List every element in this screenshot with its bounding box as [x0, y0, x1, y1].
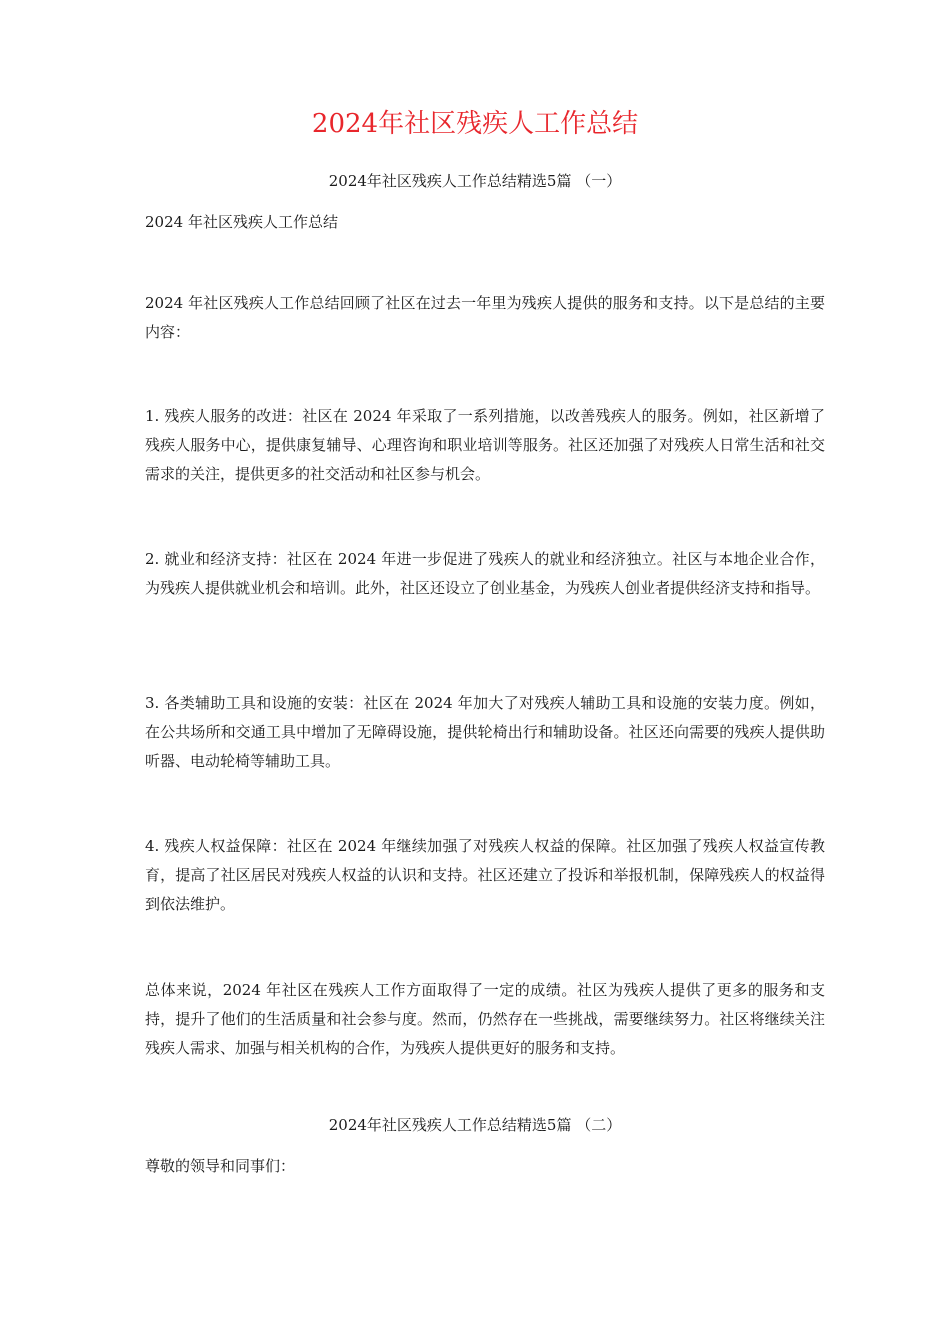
item-1-paragraph: 1. 残疾人服务的改进：社区在 2024 年采取了一系列措施，以改善残疾人的服务。例如，社区新增了残疾人服务中心，提供康复辅导、心理咨询和职业培训等服务。社区还加强了对残疾人日常生活和社交需求的关注，提供更多的社交活动和社区参与机会。: [145, 407, 825, 483]
item-3-paragraph: 3. 各类辅助工具和设施的安装：社区在 2024 年加大了对残疾人辅助工具和设施的安装力度。例如，在公共场所和交通工具中增加了无障碍设施，提供轮椅出行和辅助设备。社区还向需要的残疾人提供助听器、电动轮椅等辅助工具。: [145, 694, 825, 770]
document-title: 2024年社区残疾人工作总结: [311, 109, 639, 139]
section-one-heading: 2024年社区残疾人工作总结精选5篇 （一）: [328, 172, 622, 190]
item-4-paragraph: 4. 残疾人权益保障：社区在 2024 年继续加强了对残疾人权益的保障。社区加强了残疾人权益宣传教育，提高了社区居民对残疾人权益的认识和支持。社区还建立了投诉和举报机制，保障残疾人的权益得到依法维护。: [145, 837, 825, 913]
item-2-paragraph: 2. 就业和经济支持：社区在 2024 年进一步促进了残疾人的就业和经济独立。社区与本地企业合作，为残疾人提供就业机会和培训。此外，社区还设立了创业基金，为残疾人创业者提供经济支持和指导。: [145, 550, 825, 597]
intro-paragraph: 2024 年社区残疾人工作总结回顾了社区在过去一年里为残疾人提供的服务和支持。以下是总结的主要内容：: [145, 294, 825, 341]
section-two-heading: 2024年社区残疾人工作总结精选5篇 （二）: [328, 1116, 622, 1134]
subtitle: 2024 年社区残疾人工作总结: [145, 213, 338, 231]
conclusion-paragraph: 总体来说，2024 年社区在残疾人工作方面取得了一定的成绩。社区为残疾人提供了更多的服务和支持，提升了他们的生活质量和社会参与度。然而，仍然存在一些挑战，需要继续努力。社区将继续关注残疾人需求、加强与相关机构的合作，为残疾人提供更好的服务和支持。: [145, 981, 825, 1057]
greeting: 尊敬的领导和同事们：: [145, 1157, 296, 1175]
